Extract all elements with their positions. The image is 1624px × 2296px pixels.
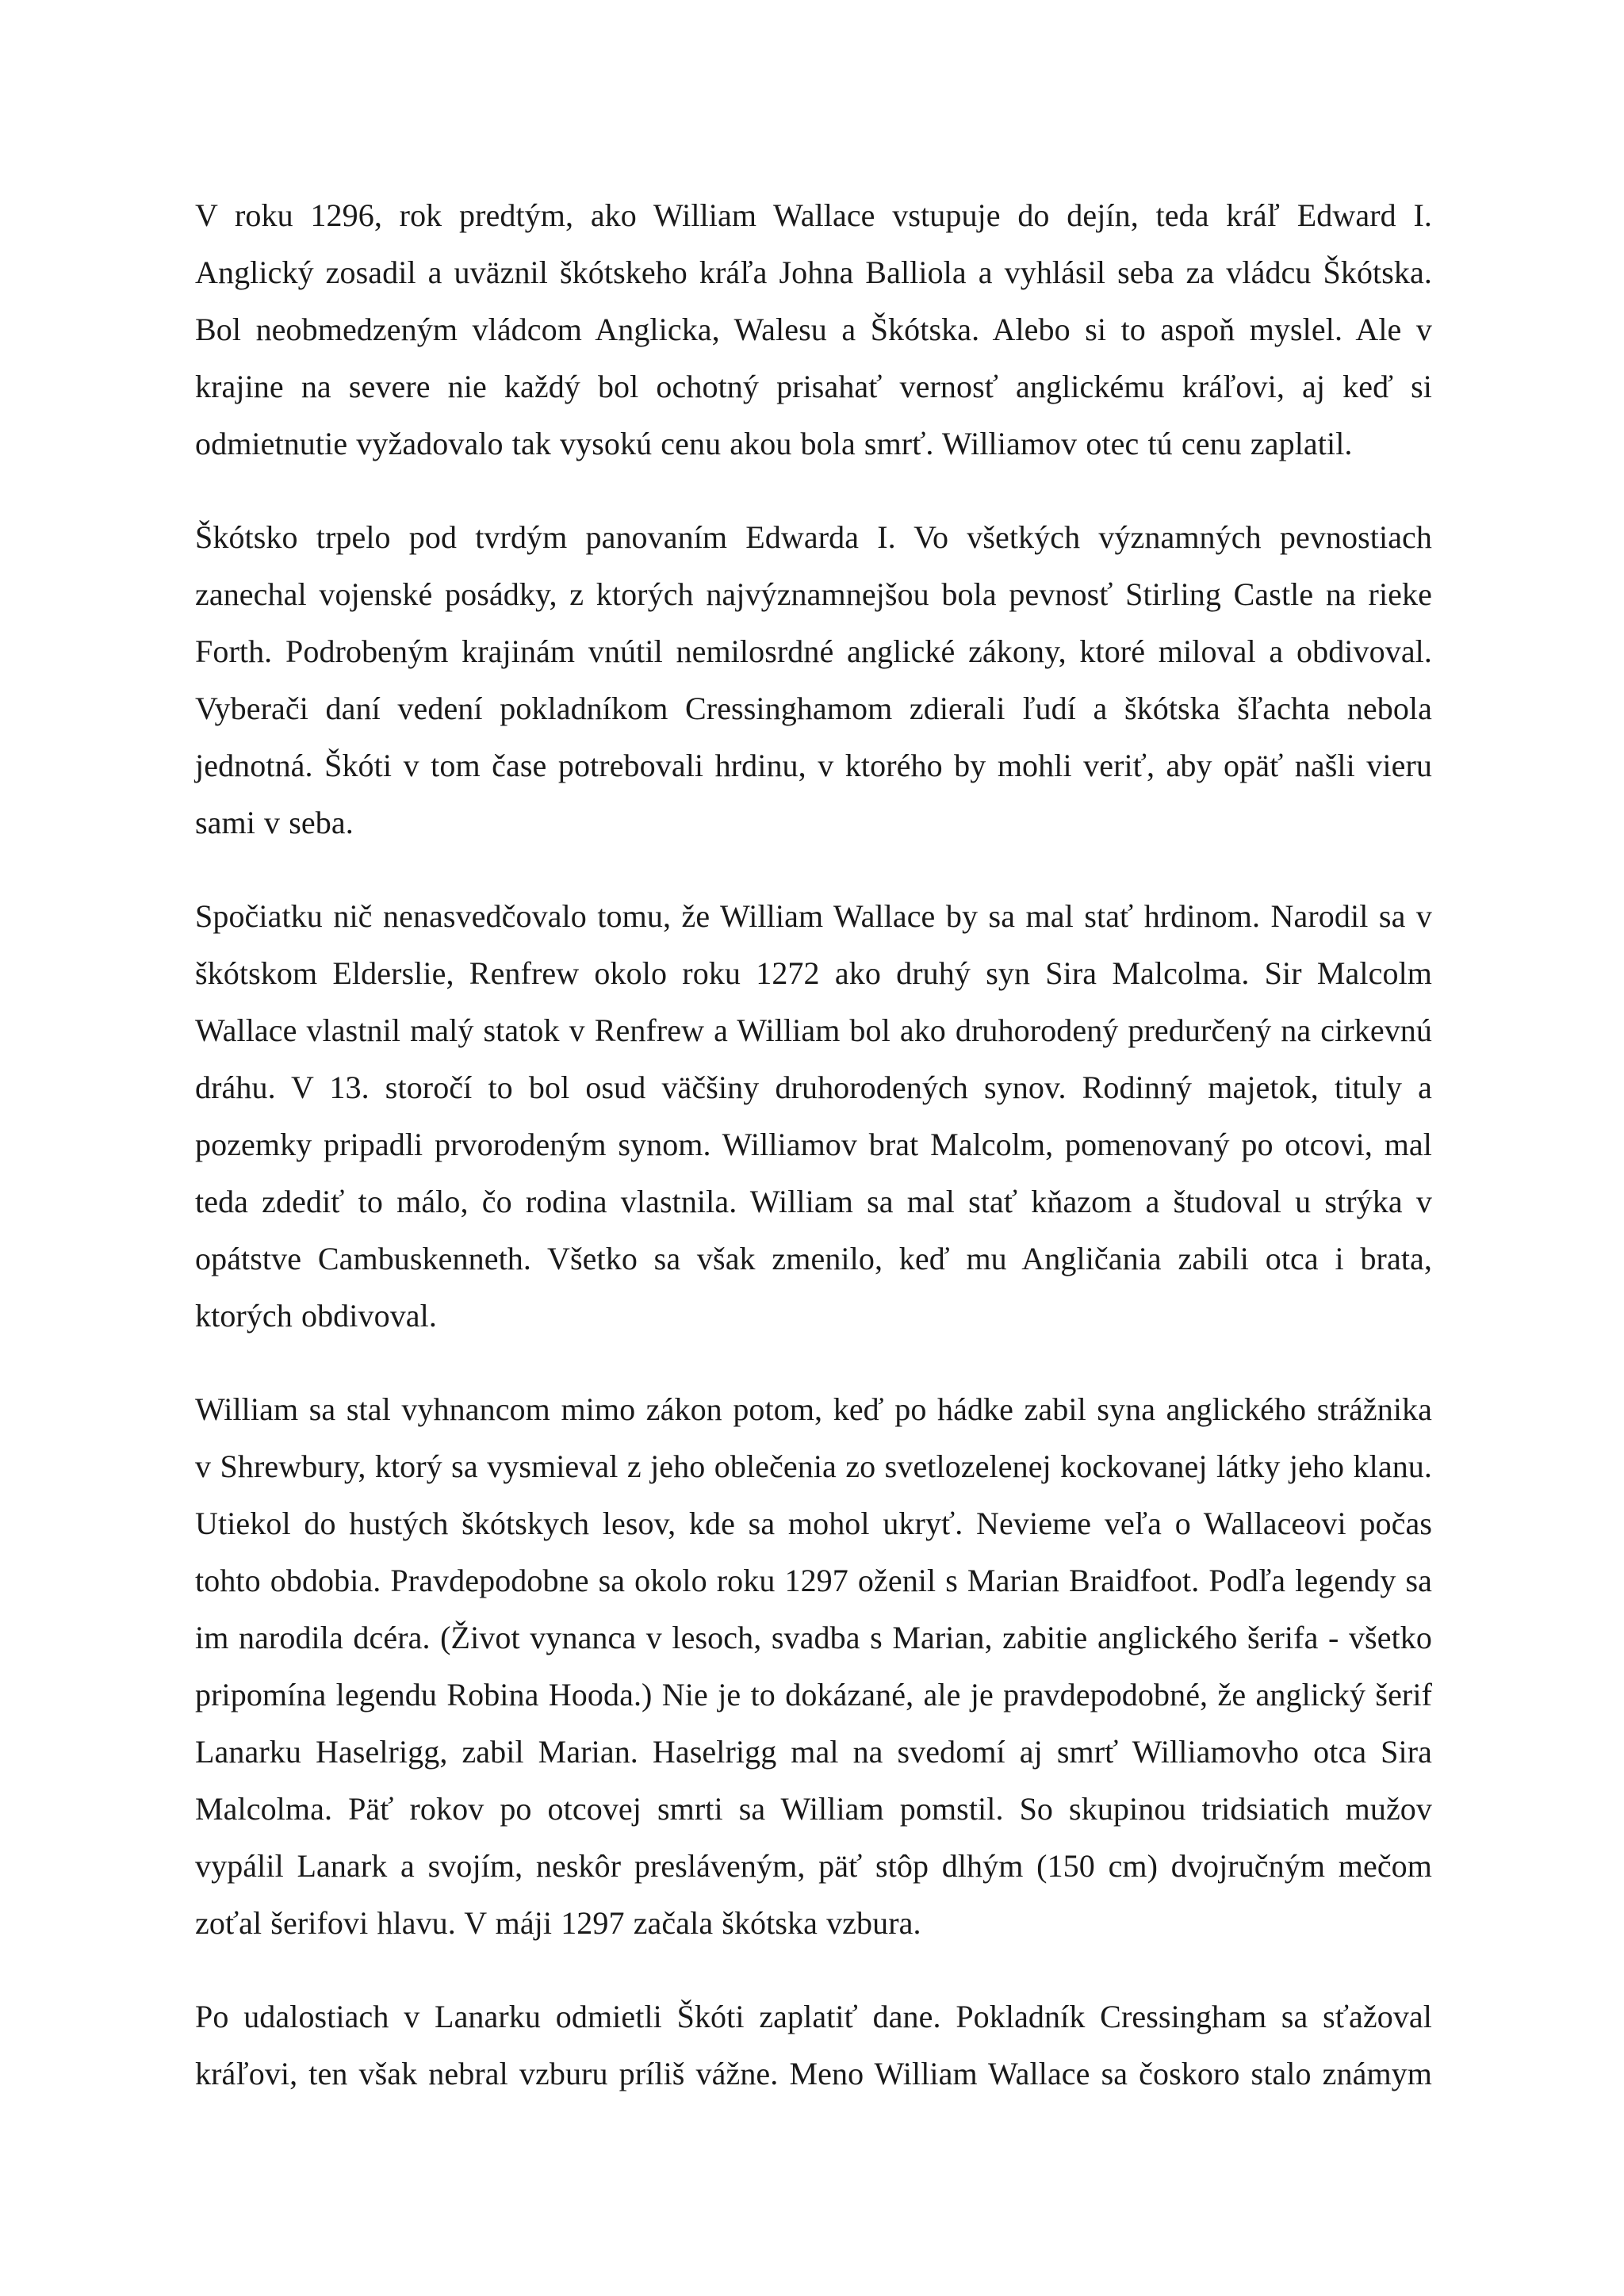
text-line: ktorých obdivoval.: [195, 1298, 437, 1334]
text-line: Malcolma. Päť rokov po otcovej smrti sa William pomstil. So skupinou tridsiatich mužov: [195, 1791, 1432, 1827]
text-line: kráľovi, ten však nebral vzburu príliš vážne. Meno William Wallace sa čoskoro stalo známym: [195, 2056, 1432, 2091]
text-line: odmietnutie vyžadovalo tak vysokú cenu akou bola smrť. Williamov otec tú cenu zaplatil.: [195, 426, 1353, 461]
paragraph-4: [195, 1381, 1432, 1952]
document-body: [195, 187, 1432, 2139]
text-line: Utiekol do hustých škótskych lesov, kde sa mohol ukryť. Nevieme veľa o Wallaceovi počas: [195, 1506, 1432, 1541]
paragraph-5: [195, 1988, 1432, 2103]
text-line: krajine na severe nie každý bol ochotný prisahať vernosť anglickému kráľovi, aj keď si: [195, 369, 1432, 404]
text-line: Forth. Podrobeným krajinám vnútil nemilosrdné anglické zákony, ktoré miloval a obdivoval.: [195, 633, 1432, 669]
text-line: pripomína legendu Robina Hooda.) Nie je to dokázané, ale je pravdepodobné, že anglický šerif: [195, 1677, 1432, 1712]
text-line: dráhu. V 13. storočí to bol osud väčšiny druhorodených synov. Rodinný majetok, tituly a: [195, 1070, 1432, 1105]
text-line: škótskom Elderslie, Renfrew okolo roku 1272 ako druhý syn Sira Malcolma. Sir Malcolm: [195, 955, 1432, 991]
paragraph-1: [195, 187, 1432, 473]
text-line: v Shrewbury, ktorý sa vysmieval z jeho oblečenia zo svetlozelenej kockovanej látky jeho klanu.: [195, 1448, 1432, 1484]
paragraph-2: [195, 509, 1432, 851]
text-line: V roku 1296, rok predtým, ako William Wallace vstupuje do dejín, teda kráľ Edward I.: [195, 197, 1432, 233]
text-line: pozemky pripadli prvorodeným synom. Williamov brat Malcolm, pomenovaný po otcovi, mal: [195, 1127, 1432, 1162]
text-line: sami v seba.: [195, 805, 354, 840]
text-line: Bol neobmedzeným vládcom Anglicka, Walesu a Škótska. Alebo si to aspoň myslel. Ale v: [195, 312, 1432, 347]
text-line: tohto obdobia. Pravdepodobne sa okolo roku 1297 oženil s Marian Braidfoot. Podľa legendy sa: [195, 1563, 1432, 1598]
text-line: Anglický zosadil a uväznil škótskeho kráľa Johna Balliola a vyhlásil seba za vládcu Škótska.: [195, 254, 1432, 290]
text-line: Vyberači daní vedení pokladníkom Cressinghamom zdierali ľudí a škótska šľachta nebola: [195, 691, 1432, 726]
text-line: vypálil Lanark a svojím, neskôr presláveným, päť stôp dlhým (150 cm) dvojručným mečom: [195, 1848, 1432, 1884]
text-line: teda zdediť to málo, čo rodina vlastnila. William sa mal stať kňazom a študoval u strýka v: [195, 1184, 1432, 1219]
text-line: Škótsko trpelo pod tvrdým panovaním Edwarda I. Vo všetkých významných pevnostiach: [195, 519, 1432, 555]
paragraph-3: [195, 888, 1432, 1345]
text-line: zanechal vojenské posádky, z ktorých najvýznamnejšou bola pevnosť Stirling Castle na rieke: [195, 576, 1432, 612]
text-line: Po udalostiach v Lanarku odmietli Škóti zaplatiť dane. Pokladník Cressingham sa sťažoval: [195, 1999, 1432, 2034]
text-line: zoťal šerifovi hlavu. V máji 1297 začala škótska vzbura.: [195, 1905, 921, 1941]
text-line: jednotná. Škóti v tom čase potrebovali hrdinu, v ktorého by mohli veriť, aby opäť našli vieru: [195, 748, 1432, 783]
text-line: William sa stal vyhnancom mimo zákon potom, keď po hádke zabil syna anglického strážnika: [195, 1391, 1432, 1427]
text-line: Lanarku Haselrigg, zabil Marian. Haselrigg mal na svedomí aj smrť Williamovho otca Sira: [195, 1734, 1432, 1770]
text-line: Spočiatku nič nenasvedčovalo tomu, že William Wallace by sa mal stať hrdinom. Narodil sa v: [195, 898, 1432, 934]
text-line: im narodila dcéra. (Život vynanca v lesoch, svadba s Marian, zabitie anglického šerifa - všetko: [195, 1620, 1432, 1655]
text-line: opátstve Cambuskenneth. Všetko sa však zmenilo, keď mu Angličania zabili otca i brata,: [195, 1241, 1432, 1276]
text-line: Wallace vlastnil malý statok v Renfrew a William bol ako druhorodený predurčený na cirkevnú: [195, 1012, 1432, 1048]
